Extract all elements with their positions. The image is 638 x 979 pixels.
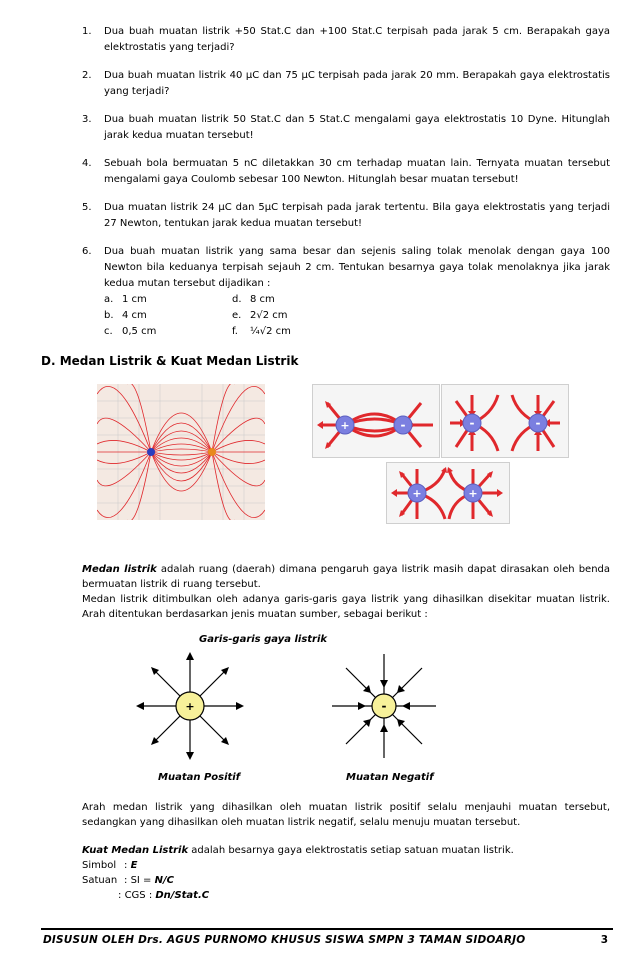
option-d: d. 8 cm xyxy=(232,294,275,305)
question-1 xyxy=(82,24,610,56)
satuan-si-value: N/C xyxy=(154,875,174,886)
satuan-cgs-row: : CGS : Dn/Stat.C xyxy=(118,890,210,901)
svg-text:-: - xyxy=(400,418,406,432)
field-lines-label: Garis-garis gaya listrik xyxy=(199,634,328,645)
term-medan-listrik: Medan listrik xyxy=(82,564,157,575)
simbol-row: Simbol : E xyxy=(82,860,138,871)
term-kuat-medan: Kuat Medan Listrik xyxy=(82,845,189,856)
field-direction-explanation: Arah medan listrik yang dihasilkan oleh muatan listrik positif selalu menjauhi muatan tersebut, sedangkan yang dihasilkan oleh muatan listrik negatif, selalu menuju muatan tersebut. xyxy=(82,802,610,828)
svg-text:-: - xyxy=(381,699,387,713)
svg-text:-: - xyxy=(469,416,475,430)
question-text: Dua buah muatan listrik yang sama besar dan sejenis saling tolak menolak dengan gaya 100 Newton bila keduanya terpisah sejauh 2 cm. Tentukan besarnya gaya tolak menolaknya jika jarak kedua mutan tersebut dijadikan : xyxy=(104,246,610,289)
satuan-cgs-value: Dn/Stat.C xyxy=(155,890,210,901)
negative-charge-diagram xyxy=(328,650,440,762)
question-text: Dua buah muatan listrik +50 Stat.C dan +100 Stat.C terpisah pada jarak 5 cm. Berapakah gaya elektrostatis yang terjadi? xyxy=(104,26,610,53)
svg-text:-: - xyxy=(535,416,541,430)
option-c: c. 0,5 cm xyxy=(104,326,157,337)
question-number: 5. xyxy=(82,202,92,213)
question-number: 1. xyxy=(82,26,92,37)
medan-listrik-explanation: Medan listrik ditimbulkan oleh adanya garis-garis gaya listrik yang dihasilkan disekitar muatan listrik. Arah ditentukan berdasarkan jenis muatan sumber, sebagai berikut : xyxy=(82,594,610,620)
negative-charges-image xyxy=(441,384,569,458)
kuat-medan-definition: Kuat Medan Listrik adalah besarnya gaya elektrostatis setiap satuan muatan listrik. xyxy=(82,845,514,856)
medan-listrik-definition: Medan listrik adalah ruang (daerah) dimana pengaruh gaya listrik masih dapat dirasakan oleh benda bermuatan listrik di ruang tersebut. xyxy=(82,564,611,590)
svg-text:+: + xyxy=(340,419,350,432)
question-text: Dua buah muatan listrik 40 µC dan 75 µC terpisah pada jarak 20 mm. Berapakah gaya elektrostatis yang terjadi? xyxy=(104,70,610,97)
question-text: Dua buah muatan listrik 50 Stat.C dan 5 Stat.C mengalami gaya elektrostatis 10 Dyne. Hitunglah jarak kedua muatan tersebut! xyxy=(104,114,610,141)
question-2 xyxy=(82,68,610,100)
question-4 xyxy=(82,156,610,188)
svg-text:+: + xyxy=(468,487,478,500)
footer-text: DISUSUN OLEH Drs. AGUS PURNOMO KHUSUS SISWA SMPN 3 TAMAN SIDOARJO xyxy=(43,934,526,946)
positive-charge-dot xyxy=(208,448,216,456)
question-number: 6. xyxy=(82,246,92,257)
answer-options xyxy=(104,292,610,340)
question-list xyxy=(82,24,610,352)
satuan-si-row: Satuan : SI = N/C xyxy=(82,875,174,886)
simbol-value: E xyxy=(130,860,138,871)
option-a: a. 1 cm xyxy=(104,294,147,305)
question-5 xyxy=(82,200,610,232)
positive-charge-diagram xyxy=(135,650,245,762)
page-number: 3 xyxy=(600,934,608,946)
positive-charge-label: Muatan Positif xyxy=(158,772,241,783)
question-text: Sebuah bola bermuatan 5 nC diletakkan 30 cm terhadap muatan lain. Ternyata muatan tersebut mengalami gaya Coulomb sebesar 100 Newton. Hitunglah besar muatan tersebut! xyxy=(104,158,610,185)
question-6 xyxy=(82,244,610,340)
dipole-field-image xyxy=(97,384,265,520)
svg-text:+: + xyxy=(185,700,195,713)
question-3 xyxy=(82,112,610,144)
option-b: b. 4 cm xyxy=(104,310,147,321)
footer-divider xyxy=(41,928,613,930)
question-number: 2. xyxy=(82,70,92,81)
option-e: e. 2√2 cm xyxy=(232,310,288,321)
dipole-field-drawing xyxy=(97,384,265,520)
question-number: 3. xyxy=(82,114,92,125)
question-text: Dua muatan listrik 24 µC dan 5µC terpisah pada jarak tertentu. Bila gaya elektrostatis yang terjadi 27 Newton, tentukan jarak kedua muatan tersebut! xyxy=(104,202,610,229)
positive-charges-image xyxy=(386,462,510,524)
negative-charge-label: Muatan Negatif xyxy=(346,772,434,783)
option-f: f. ¼√2 cm xyxy=(232,326,291,337)
svg-text:+: + xyxy=(412,487,422,500)
negative-charge-dot xyxy=(147,448,155,456)
opposite-charges-image xyxy=(312,384,440,458)
question-number: 4. xyxy=(82,158,92,169)
section-title: D. Medan Listrik & Kuat Medan Listrik xyxy=(41,354,299,368)
